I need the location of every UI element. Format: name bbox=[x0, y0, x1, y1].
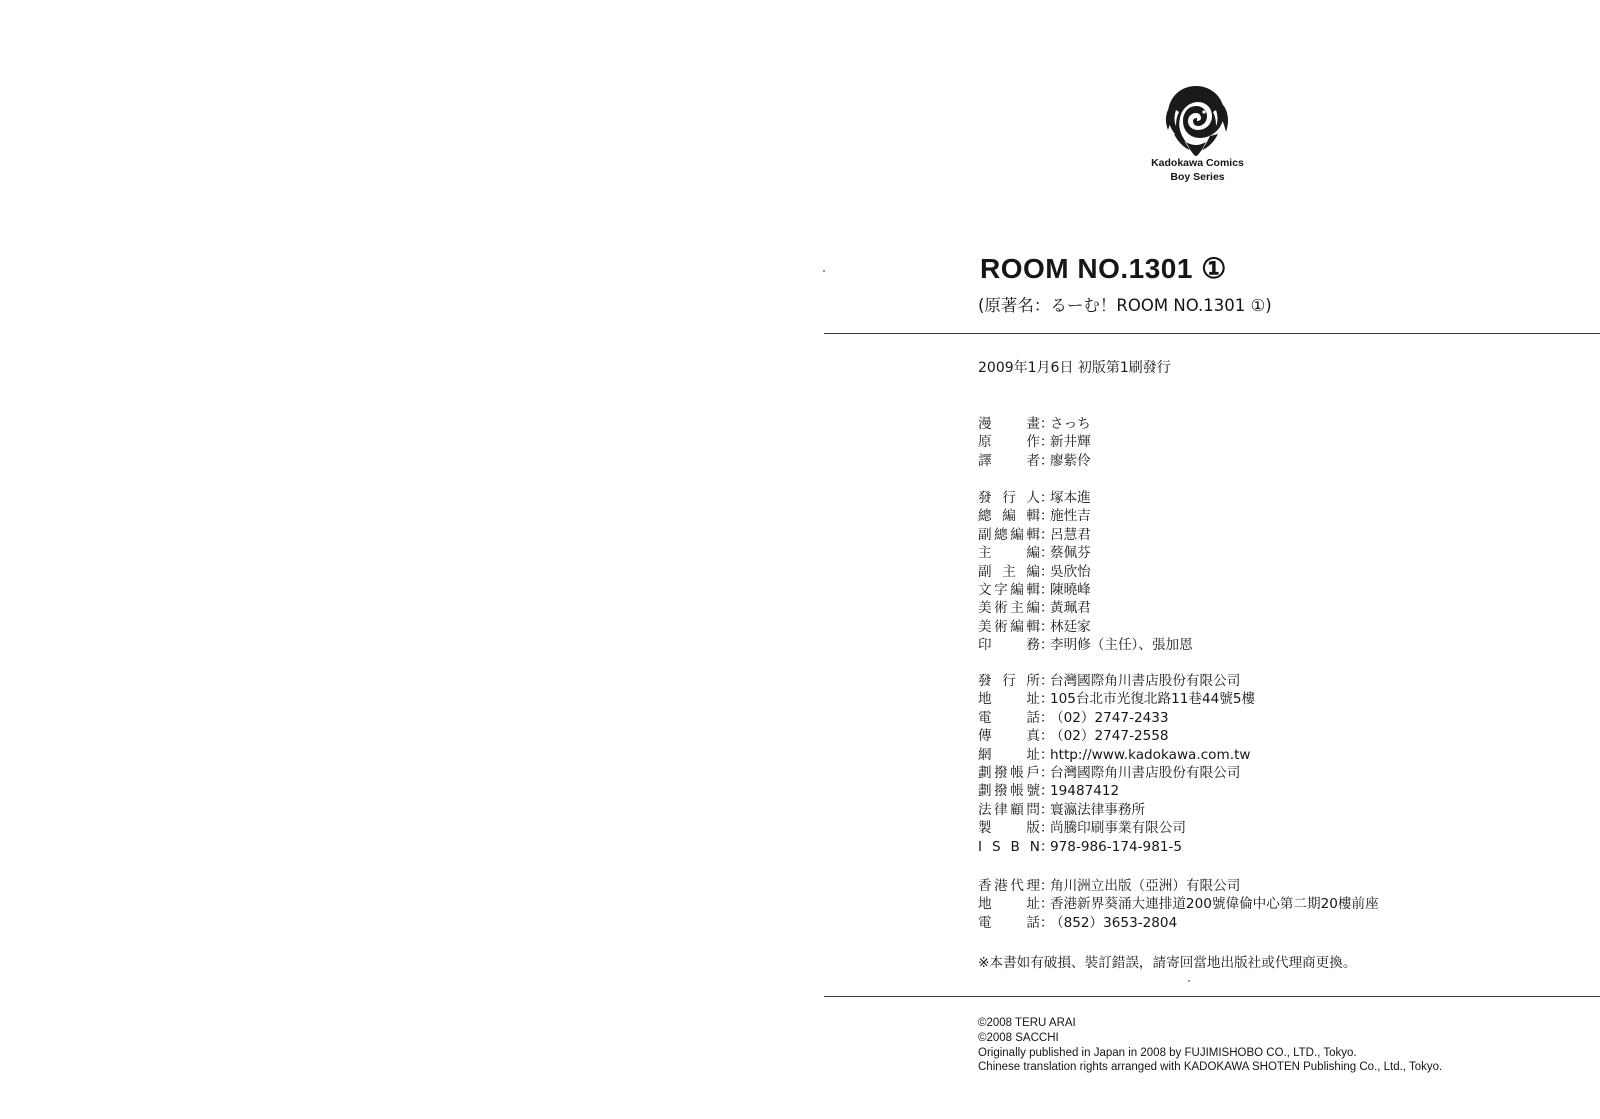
info-row bbox=[978, 415, 1091, 433]
scan-speck bbox=[823, 270, 825, 272]
info-value: 寰瀛法律事務所 bbox=[1050, 801, 1146, 818]
separator-colon: ： bbox=[1040, 416, 1054, 432]
imprint-line-1: Kadokawa Comics bbox=[1151, 157, 1244, 169]
info-value: 呂慧君 bbox=[1050, 526, 1091, 543]
info-value: 19487412 bbox=[1050, 783, 1120, 800]
info-row bbox=[978, 489, 1193, 507]
separator-colon: ： bbox=[1040, 896, 1054, 913]
info-label: 美 術 主 編 bbox=[978, 600, 1040, 617]
info-label: 副 總 編 輯 bbox=[978, 526, 1040, 543]
separator-colon: ： bbox=[1040, 526, 1054, 543]
info-label: 總 編 輯 bbox=[978, 508, 1040, 525]
separator-colon: ： bbox=[1040, 838, 1054, 855]
info-label: I S B N bbox=[978, 838, 1040, 855]
info-row bbox=[978, 599, 1193, 617]
info-value: 新井輝 bbox=[1050, 434, 1091, 451]
info-label: 電 話 bbox=[978, 709, 1040, 726]
info-label: 地 址 bbox=[978, 691, 1040, 708]
info-value: 角川洲立出版（亞洲）有限公司 bbox=[1050, 878, 1241, 894]
info-value: 陳曉峰 bbox=[1050, 581, 1091, 598]
info-row bbox=[978, 764, 1255, 782]
divider-bottom bbox=[824, 996, 1600, 997]
copyright-line: ©2008 SACCHI bbox=[978, 1031, 1059, 1044]
separator-colon: ： bbox=[1040, 545, 1054, 562]
publisher-block bbox=[978, 672, 1255, 856]
info-label: 副 主 編 bbox=[978, 563, 1040, 580]
info-value: 廖紫伶 bbox=[1050, 452, 1091, 469]
info-label: 網 址 bbox=[978, 746, 1040, 763]
info-row bbox=[978, 746, 1255, 764]
book-title: ROOM NO.1301 ① bbox=[980, 253, 1227, 284]
hongkong-agent-block bbox=[978, 877, 1379, 932]
imprint-line-2: Boy Series bbox=[1170, 171, 1225, 183]
info-row bbox=[978, 452, 1091, 470]
info-label: 電 話 bbox=[978, 914, 1040, 931]
info-label: 發 行 人 bbox=[978, 490, 1040, 506]
separator-colon: ： bbox=[1040, 673, 1054, 689]
info-value: 吳欣怡 bbox=[1050, 563, 1091, 580]
separator-colon: ： bbox=[1040, 746, 1054, 763]
info-row bbox=[978, 819, 1255, 837]
publish-date: 2009年1月6日 初版第1刷發行 bbox=[978, 360, 1171, 376]
info-label: 劃 撥 帳 戶 bbox=[978, 764, 1040, 781]
info-label: 主 編 bbox=[978, 545, 1040, 562]
info-label: 譯 者 bbox=[978, 452, 1040, 469]
info-row bbox=[978, 672, 1255, 690]
separator-colon: ： bbox=[1040, 728, 1054, 745]
separator-colon: ： bbox=[1040, 563, 1054, 580]
info-value: http://www.kadokawa.com.tw bbox=[1050, 746, 1251, 763]
info-label: 文 字 編 輯 bbox=[978, 581, 1040, 598]
info-row bbox=[978, 838, 1255, 856]
copyright-line: ©2008 TERU ARAI bbox=[978, 1017, 1076, 1029]
info-label: 傳 真 bbox=[978, 728, 1040, 745]
info-row bbox=[978, 581, 1193, 599]
info-value: 林廷家 bbox=[1050, 618, 1091, 635]
info-value: 施性吉 bbox=[1050, 508, 1091, 525]
info-value: 尚騰印刷事業有限公司 bbox=[1050, 820, 1186, 837]
info-value: 黃珮君 bbox=[1050, 600, 1091, 617]
divider-top bbox=[824, 333, 1600, 334]
info-value: （02）2747-2558 bbox=[1050, 728, 1169, 745]
info-row bbox=[978, 895, 1379, 913]
info-row bbox=[978, 727, 1255, 745]
separator-colon: ： bbox=[1040, 490, 1054, 506]
info-value: （852）3653-2804 bbox=[1050, 914, 1178, 931]
info-label: 地 址 bbox=[978, 896, 1040, 913]
info-row bbox=[978, 782, 1255, 800]
separator-colon: ： bbox=[1040, 691, 1054, 708]
separator-colon: ： bbox=[1040, 783, 1054, 800]
info-value: 978-986-174-981-5 bbox=[1050, 838, 1183, 855]
separator-colon: ： bbox=[1040, 600, 1054, 617]
separator-colon: ： bbox=[1040, 764, 1054, 781]
phoenix-logo-icon bbox=[1160, 84, 1232, 158]
separator-colon: ： bbox=[1040, 637, 1054, 654]
info-label: 法 律 顧 問 bbox=[978, 801, 1040, 818]
info-row bbox=[978, 526, 1193, 544]
info-row bbox=[978, 914, 1379, 932]
credits-block bbox=[978, 415, 1091, 470]
info-label: 劃 撥 帳 號 bbox=[978, 783, 1040, 800]
info-value: 塚本進 bbox=[1050, 490, 1091, 506]
info-row bbox=[978, 507, 1193, 525]
staff-block bbox=[978, 489, 1193, 655]
separator-colon: ： bbox=[1040, 452, 1054, 469]
info-value: （02）2747-2433 bbox=[1050, 709, 1169, 726]
separator-colon: ： bbox=[1040, 508, 1054, 525]
info-value: 台灣國際角川書店股份有限公司 bbox=[1050, 764, 1241, 781]
original-title: (原著名：るーむ！ROOM NO.1301 ①) bbox=[978, 296, 1272, 315]
info-row bbox=[978, 433, 1091, 451]
copyright-block bbox=[978, 1016, 1442, 1075]
imprint-label bbox=[1130, 156, 1265, 184]
copyright-line: Chinese translation rights arranged with KADOKAWA SHOTEN Publishing Co., Ltd., Tokyo. bbox=[978, 1061, 1443, 1074]
separator-colon: ： bbox=[1040, 618, 1054, 635]
info-row bbox=[978, 544, 1193, 562]
info-value: 李明修（主任）、張加恩 bbox=[1050, 637, 1193, 654]
info-value: 香港新界葵涌大連排道200號偉倫中心第二期20樓前座 bbox=[1050, 896, 1379, 913]
info-label: 發 行 所 bbox=[978, 673, 1040, 689]
info-row bbox=[978, 636, 1193, 654]
info-label: 印 務 bbox=[978, 637, 1040, 654]
info-value: 台灣國際角川書店股份有限公司 bbox=[1050, 673, 1241, 689]
info-label: 漫 畫 bbox=[978, 416, 1040, 432]
info-row bbox=[978, 801, 1255, 819]
info-label: 美 術 編 輯 bbox=[978, 618, 1040, 635]
info-row bbox=[978, 690, 1255, 708]
scan-speck bbox=[1188, 980, 1190, 982]
info-row bbox=[978, 709, 1255, 727]
separator-colon: ： bbox=[1040, 434, 1054, 451]
info-label: 原 作 bbox=[978, 434, 1040, 451]
copyright-line: Originally published in Japan in 2008 by FUJIMISHOBO CO., LTD., Tokyo. bbox=[978, 1046, 1357, 1059]
defect-notice: ※本書如有破損、裝訂錯誤，請寄回當地出版社或代理商更換。 bbox=[978, 955, 1357, 971]
separator-colon: ： bbox=[1040, 820, 1054, 837]
separator-colon: ： bbox=[1040, 914, 1054, 931]
info-label: 製 版 bbox=[978, 820, 1040, 837]
info-label: 香 港 代 理 bbox=[978, 878, 1040, 894]
info-row bbox=[978, 563, 1193, 581]
info-value: さっち bbox=[1050, 416, 1091, 432]
separator-colon: ： bbox=[1040, 801, 1054, 818]
info-row bbox=[978, 618, 1193, 636]
separator-colon: ： bbox=[1040, 709, 1054, 726]
separator-colon: ： bbox=[1040, 581, 1054, 598]
separator-colon: ： bbox=[1040, 878, 1054, 894]
info-value: 蔡佩芬 bbox=[1050, 545, 1091, 562]
info-row bbox=[978, 877, 1379, 895]
info-value: 105台北市光復北路11巷44號5樓 bbox=[1050, 691, 1256, 708]
